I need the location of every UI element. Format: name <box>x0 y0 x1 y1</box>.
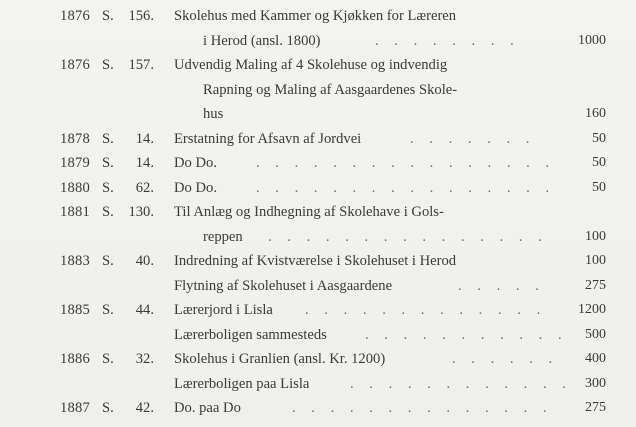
ledger-row <box>0 176 636 201</box>
expense-ledger <box>0 4 636 421</box>
row-description: Do Do. <box>174 155 217 171</box>
dot-leader: . . . . . . . . . . . . . . <box>292 400 553 416</box>
row-year: 1879 <box>60 155 90 171</box>
row-number: 32. <box>135 351 154 367</box>
row-number: 157. <box>128 57 154 73</box>
dot-leader: . . . . . . . . . . . . . <box>305 302 547 318</box>
ledger-row <box>0 200 636 225</box>
row-sheet: S. <box>102 351 114 367</box>
row-amount: 50 <box>592 179 606 195</box>
ledger-row <box>0 29 636 54</box>
row-sheet: S. <box>102 57 114 73</box>
row-sheet: S. <box>102 302 114 318</box>
ledger-row <box>0 225 636 250</box>
row-amount: 400 <box>585 351 606 366</box>
row-amount: 275 <box>585 400 606 415</box>
row-year: 1887 <box>60 400 90 416</box>
row-description: Udvendig Maling af 4 Skolehuse og indvendig <box>174 57 448 73</box>
row-amount: 50 <box>592 155 606 170</box>
row-number: 156. <box>128 8 154 24</box>
dot-leader: . . . . . . . . . . . . . . . <box>268 228 548 245</box>
row-year: 1886 <box>60 351 90 367</box>
ledger-row <box>0 372 636 397</box>
ledger-row <box>0 102 636 127</box>
row-amount: 160 <box>585 106 606 121</box>
ledger-row <box>0 396 636 421</box>
dot-leader: . . . . . . <box>452 351 559 367</box>
row-amount: 500 <box>585 326 606 342</box>
row-amount: 300 <box>585 375 606 391</box>
ledger-row <box>0 151 636 176</box>
row-sheet: S. <box>102 130 114 147</box>
row-year: 1883 <box>60 253 90 269</box>
row-description: Flytning af Skolehuset i Aasgaardene <box>174 277 393 294</box>
row-year: 1885 <box>60 302 90 318</box>
row-description: Erstatning for Afsavn af Jordvei <box>174 130 362 147</box>
dot-leader: . . . . . . . . . . . . . . . . <box>256 155 556 171</box>
row-amount: 50 <box>592 130 606 146</box>
row-description: Lærerjord i Lisla <box>174 302 273 318</box>
dot-leader: . . . . . . . . . . . . <box>350 375 572 392</box>
row-description: Lærerboligen sammesteds <box>174 326 327 343</box>
ledger-row <box>0 298 636 323</box>
ledger-row <box>0 53 636 78</box>
row-year: 1878 <box>60 130 90 147</box>
row-amount: 275 <box>585 277 606 293</box>
row-description: reppen <box>203 228 243 245</box>
dot-leader: . . . . . . . . <box>375 32 520 49</box>
row-sheet: S. <box>102 155 114 171</box>
dot-leader: . . . . . . . . . . . <box>365 326 568 343</box>
row-year: 1881 <box>60 204 90 220</box>
row-year: 1880 <box>60 179 90 196</box>
ledger-row <box>0 323 636 348</box>
row-description: hus <box>203 106 224 122</box>
row-number: 62. <box>135 179 154 196</box>
row-amount: 1000 <box>578 32 606 48</box>
row-number: 130. <box>128 204 154 220</box>
row-amount: 100 <box>585 253 606 268</box>
row-number: 14. <box>135 130 154 147</box>
ledger-row <box>0 347 636 372</box>
row-number: 44. <box>135 302 154 318</box>
dot-leader: . . . . . . . . . . . . . . . . <box>256 179 556 196</box>
row-sheet: S. <box>102 400 114 416</box>
row-sheet: S. <box>102 179 114 196</box>
row-amount: 100 <box>585 228 606 244</box>
row-number: 14. <box>135 155 154 171</box>
row-description: Rapning og Maling af Aasgaardenes Skole- <box>203 81 458 98</box>
row-description: i Herod (ansl. 1800) <box>203 32 321 49</box>
row-year: 1876 <box>60 57 90 73</box>
ledger-row <box>0 78 636 103</box>
row-sheet: S. <box>102 204 114 220</box>
row-description: Skolehus i Granlien (ansl. Kr. 1200) <box>174 351 386 367</box>
row-number: 42. <box>135 400 154 416</box>
dot-leader: . . . . . . . <box>410 130 536 147</box>
ledger-row <box>0 249 636 274</box>
row-description: Indredning af Kvistværelse i Skolehuset i Herod <box>174 253 457 269</box>
dot-leader: . . . . . <box>458 277 545 294</box>
row-amount: 1200 <box>578 302 606 317</box>
ledger-row <box>0 274 636 299</box>
row-number: 40. <box>135 253 154 269</box>
row-description: Til Anlæg og Indhegning af Skolehave i Gols- <box>174 204 444 220</box>
row-description: Lærerboligen paa Lisla <box>174 375 310 392</box>
ledger-row <box>0 4 636 29</box>
ledger-row <box>0 127 636 152</box>
row-description: Do. paa Do <box>174 400 241 416</box>
row-sheet: S. <box>102 8 114 24</box>
row-sheet: S. <box>102 253 114 269</box>
row-description: Do Do. <box>174 179 217 196</box>
row-description: Skolehus med Kammer og Kjøkken for Læreren <box>174 8 457 24</box>
row-year: 1876 <box>60 8 90 24</box>
